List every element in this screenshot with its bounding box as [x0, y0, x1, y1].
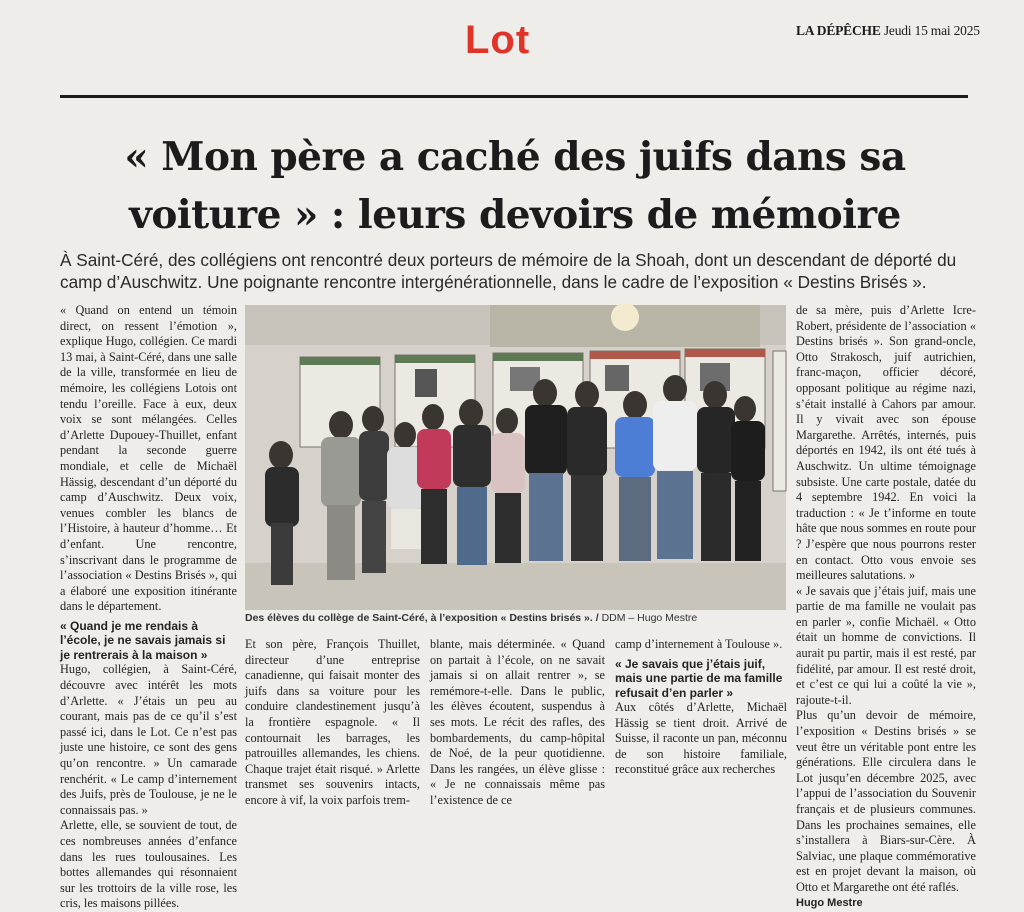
- paragraph: blante, mais déterminée. « Quand on partait à l’école, on ne savait jamais si on allait rentrer », se remémore-t-elle. Dans le public, les élèves écoutent, suspendus à ses mots. Le récit des rafles, des bombardements, du camp-hôpital de Noé, de la peur quotidienne. Dans les rangées, un élève glisse : « Je ne connaissais même pas l’existence de ce: [430, 637, 605, 807]
- column-4: [796, 303, 976, 909]
- headline: [55, 128, 975, 244]
- paragraph: Aux côtés d’Arlette, Michaël Hässig se tient droit. Arrivé de Suisse, il raconte un pan, méconnu de son histoire familiale, reconstitué grâce aux recherches: [615, 700, 787, 777]
- interheading: « Quand je me rendais à l’école, je ne savais jamais si je rentrerais à la maison »: [60, 618, 226, 662]
- author-signature: Hugo Mestre: [796, 896, 863, 909]
- paragraph: « Je savais que j’étais juif, mais une partie de ma famille ne voulait pas en parler », confie Michaël. « Otto était un homme de convictions. Il aurait pu partir, mais il est resté, par fidélité, par amour. Il est resté droit, et c’est ce qui lui a coûté la vie », rajoute-t-il.: [796, 583, 976, 707]
- header-rule: [60, 95, 968, 98]
- column-1: [60, 303, 237, 911]
- photo-credit: DDM – Hugo Mestre: [601, 612, 698, 624]
- caption-text: Des élèves du collège de Saint-Céré, à l’exposition « Destins brisés ». /: [245, 612, 599, 624]
- paragraph: Arlette, elle, se souvient de tout, de ces nombreuses années d’enfance dans les rues toulousaines. Les bottes allemandes qui résonnaient sur les trottoirs de la ville rose, les cris, les maisons pillées.: [60, 818, 237, 911]
- article-photo: [245, 305, 786, 610]
- paragraph: de sa mère, puis d’Arlette Icre-Robert, présidente de l’association « Destins brisés ». Son grand-oncle, Otto Strakosch, juif autrichien, franc-maçon, officier décoré, opposant politique au régime nazi, s’était installé à Cahors par amour. Il y vivait avec son épouse Margarethe. Arrêtés, internés, puis déportés en 1942, ils ont été tués à Auschwitz. Un ultime témoignage subsiste. Une carte postale, datée du 4 septembre 1942. En voici la traduction : « Je t’informe en toute hâte que nous sommes en route pour ? J’espère que nous pourrons rester en contact. Otto vous envoie ses meilleures salutations. »: [796, 303, 976, 583]
- photo-caption: [245, 612, 786, 624]
- paragraph: Plus qu’un devoir de mémoire, l’exposition « Destins brisés » se veut être un véritable pont entre les générations. Elle circulera dans le Lot jusqu’en décembre 2025, avec l’appui de l’association du Souvenir français et de plusieurs communes. Dans les prochaines semaines, elle s’installera à Biars-sur-Cère. À Salviac, une plaque commémorative est en projet devant la maison, où Otto et Margarethe ont été raflés.: [796, 708, 976, 894]
- brand-name: LA DÉPÊCHE: [796, 23, 881, 38]
- paragraph: « Quand on entend un témoin direct, on ressent l’émotion », explique Hugo, collégien. Ce mardi 13 mai, à Saint-Céré, dans une salle de la ville, transformée en lieu de mémoire, les collégiens Lotois ont tendu l’oreille. Face à eux, deux voix se sont mélangées. Celles d’Arlette Dupouey-Thuillet, enfant pendant la seconde guerre mondiale, et celle de Michaël Hässig, descendant d’un déporté du camp d’Auschwitz. Deux voix, venues combler les blancs de l’Histoire, à hauteur d’homme… Et d’enfant. Une rencontre, s’inscrivant dans le programme de l’association « Destins Brisés », qui a élaboré une exposition itinérante dans le département.: [60, 303, 237, 614]
- section-title: Lot: [465, 18, 531, 62]
- interheading: « Je savais que j’étais juif, mais une partie de ma famille refusait d’en parler »: [615, 656, 783, 700]
- group-photo-illustration: [245, 305, 786, 610]
- paragraph: Hugo, collégien, à Saint-Céré, découvre avec intérêt les mots d’Arlette. « J’étais un peu au courant, mais pas de ce qu’il s’est passé ici, dans le Lot. Ce n’est pas juste une histoire, ce sont des gens qu’on rencontre. » Un camarade renchérit. « Le camp d’internement des Juifs, près de Toulouse, je ne le connaissais pas. »: [60, 662, 237, 817]
- column-5: [615, 637, 787, 777]
- subheadline: À Saint-Céré, des collégiens ont rencontré deux porteurs de mémoire de la Shoah, dont un descendant de déporté du camp d’Auschwitz. Une poignante rencontre intergénérationnelle, dans le cadre de l’exposition « Destins Brisés ».: [60, 250, 957, 292]
- newspaper-brand: [796, 23, 980, 39]
- headline-line-1: « Mon père a caché des juifs dans sa: [124, 134, 906, 180]
- paragraph: Et son père, François Thuillet, directeur d’une entreprise canadienne, qui faisait monter des juifs dans sa voiture pour les conduire clandestinement jusqu’à la frontière espagnole. « Il contournait les barrages, les patrouilles allemandes, les chiens. Chaque trajet était risqué. » Arlette transmet ses souvenirs intacts, encore à vif, la voix parfois trem-: [245, 637, 420, 807]
- column-2: [245, 637, 420, 807]
- headline-line-2: voiture » : leurs devoirs de mémoire: [129, 192, 901, 238]
- column-3: [430, 637, 605, 807]
- paragraph: camp d’internement à Toulouse ».: [615, 637, 783, 651]
- issue-date: Jeudi 15 mai 2025: [883, 23, 980, 38]
